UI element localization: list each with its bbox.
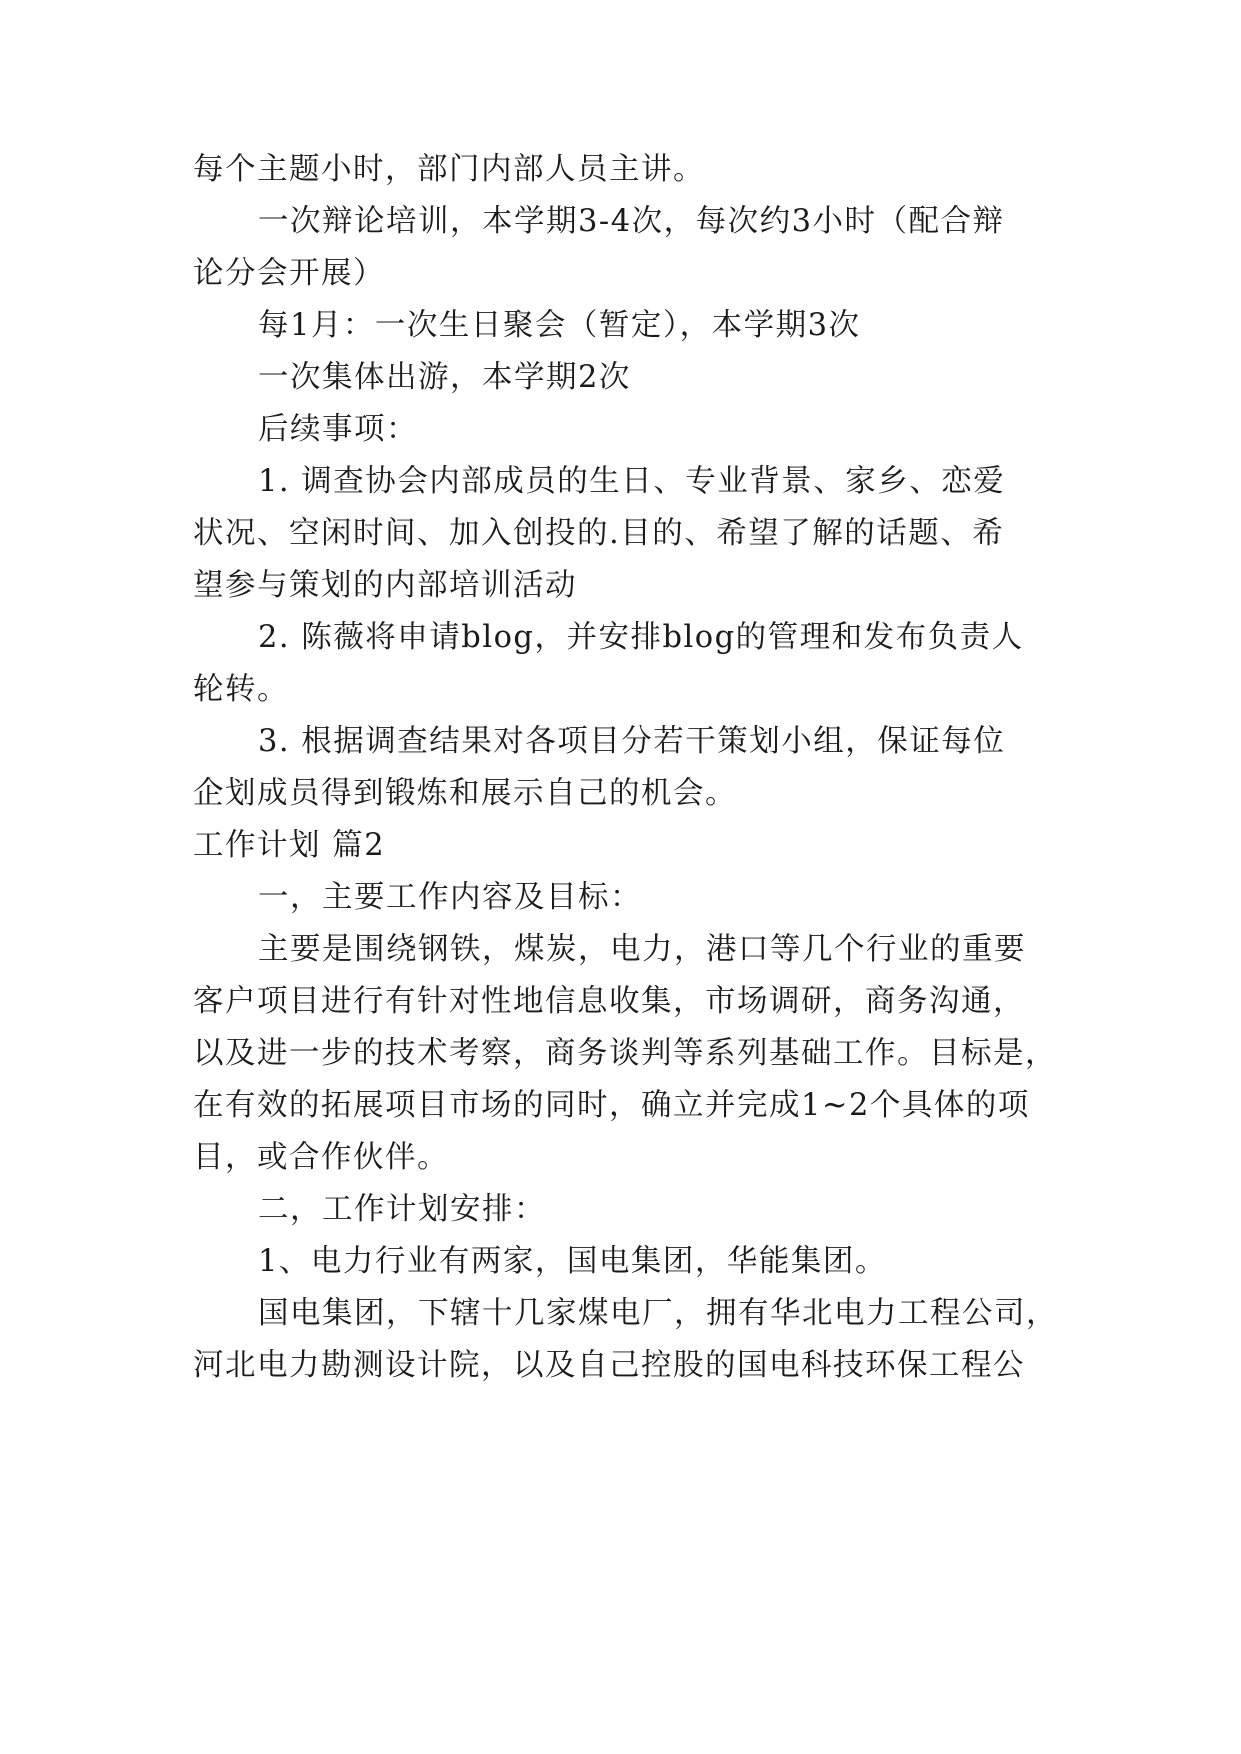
text-line: 目，或合作伙伴。 [193,1140,449,1175]
text-line: 轮转。 [193,672,289,707]
text-line: 一次集体出游，本学期2次 [258,360,631,395]
text-line: 每1月：一次生日聚会（暂定），本学期3次 [258,308,861,343]
text-line: 每个主题小时，部门内部人员主讲。 [193,152,705,187]
text-line: 以及进一步的技术考察，商务谈判等系列基础工作。目标是， [193,1036,1057,1071]
text-line: 企划成员得到锻炼和展示自己的机会。 [193,776,737,811]
text-line: 2. 陈薇将申请blog，并安排blog的管理和发布负责人 [258,620,1024,655]
text-line: 在有效的拓展项目市场的同时，确立并完成1~2个具体的项 [193,1088,1030,1123]
section-heading: 工作计划 篇2 [193,828,386,863]
text-line: 论分会开展） [193,256,385,291]
text-line: 二，工作计划安排： [258,1192,546,1227]
text-line: 后续事项： [258,412,418,447]
text-line: 状况、空闲时间、加入创投的.目的、希望了解的话题、希 [193,516,1005,551]
text-line: 1. 调查协会内部成员的生日、专业背景、家乡、恋爱 [258,464,1006,499]
text-line: 1、电力行业有两家，国电集团，华能集团。 [258,1244,887,1279]
text-line: 客户项目进行有针对性地信息收集，市场调研，商务沟通， [193,984,1025,1019]
text-line: 望参与策划的内部培训活动 [193,568,577,603]
text-line: 一，主要工作内容及目标： [258,880,642,915]
text-line: 国电集团，下辖十几家煤电厂，拥有华北电力工程公司， [258,1296,1058,1331]
text-line: 一次辩论培训，本学期3-4次，每次约3小时（配合辩 [258,204,1005,239]
text-line: 河北电力勘测设计院，以及自己控股的国电科技环保工程公 [193,1348,1025,1383]
text-line: 3. 根据调查结果对各项目分若干策划小组，保证每位 [258,724,1006,759]
text-line: 主要是围绕钢铁，煤炭，电力，港口等几个行业的重要 [258,932,1026,967]
